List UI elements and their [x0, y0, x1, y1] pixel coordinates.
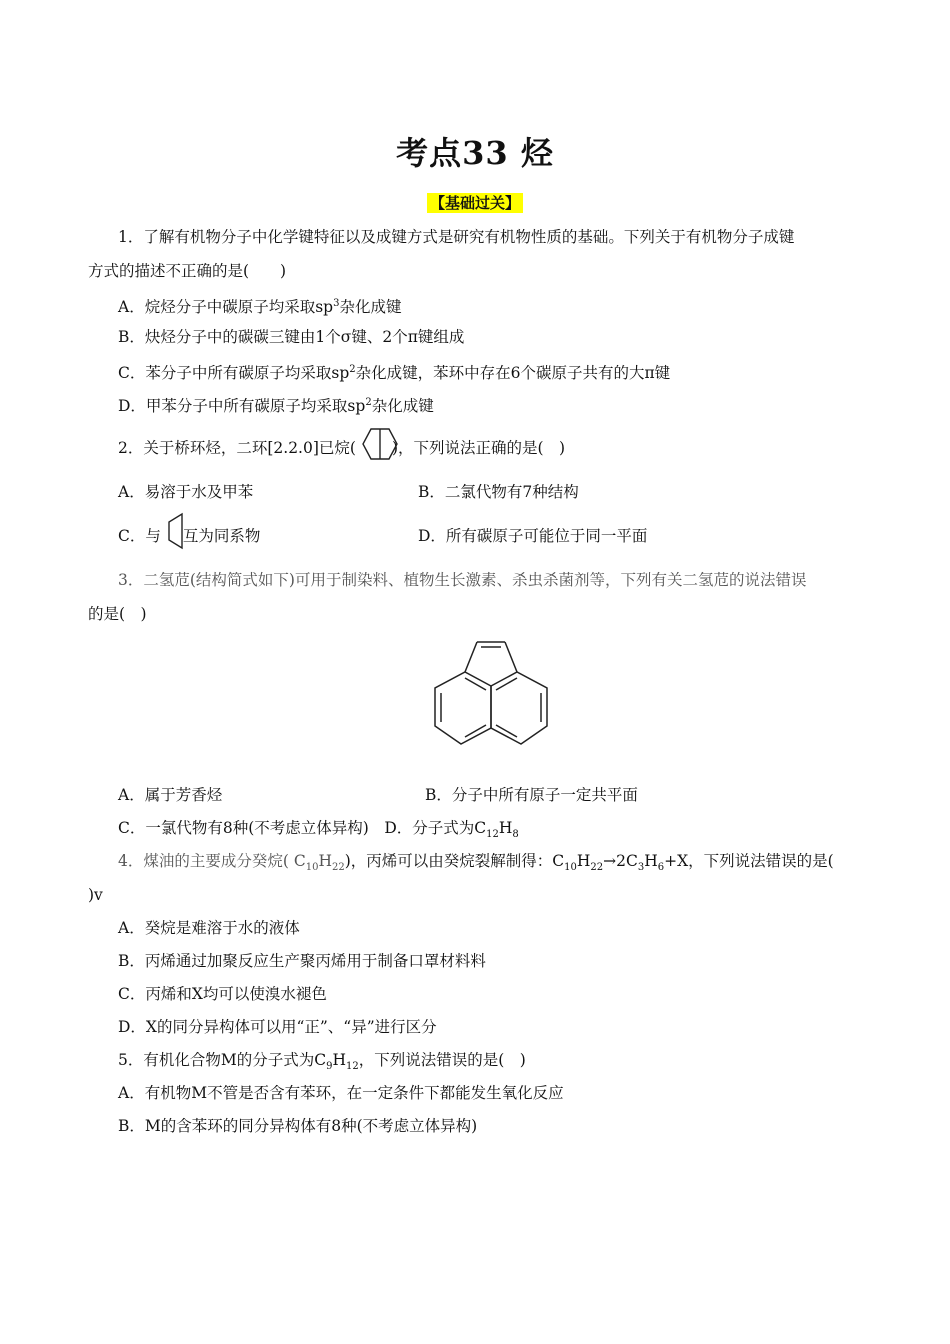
section-heading	[0, 192, 950, 213]
q3-stem-line2: 的是( )	[88, 605, 147, 623]
section-label: 【基础过关】	[427, 193, 523, 213]
q4-stem-line1: 4．煤油的主要成分癸烷( $C_{10}H_{22}$)，丙烯可以由癸烷裂解制得：$C_{10}H_{22}\to 2C_3H_6+X$，下列说法错误的是(	[118, 852, 834, 874]
page-title: 考点33 烃	[396, 134, 554, 172]
q3-option-c-d: C．一氯代物有8种(不考虑立体异构) D．分子式为$C_{12}H_8$	[118, 819, 519, 841]
q1-stem-line2: 方式的描述不正确的是( )	[88, 262, 287, 280]
bicyclohexane-structure	[360, 426, 400, 462]
q1-stem-line1: 1．了解有机物分子中化学键特征以及成键方式是研究有机物性质的基础。下列关于有机物分子成键	[118, 228, 795, 246]
q5-option-b: B．M的含苯环的同分异构体有8种(不考虑立体异构)	[118, 1117, 478, 1135]
q4-option-c: C．丙烯和X均可以使溴水褪色	[118, 985, 327, 1003]
acenaphthylene-structure	[425, 636, 560, 754]
q1-option-c: C．苯分子中所有碳原子均采取$sp^2$杂化成键，苯环中存在6个碳原子共有的大π键	[118, 364, 671, 383]
q2-option-d: D．所有碳原子可能位于同一平面	[418, 527, 648, 545]
q4-option-b: B．丙烯通过加聚反应生产聚丙烯用于制备口罩材料料	[118, 952, 486, 970]
q2-stem: 2．关于桥环烃，二环[2.2.0]已烷( )，下列说法正确的是( )	[118, 439, 566, 457]
q2-option-c: C．与 互为同系物	[118, 527, 261, 545]
q3-option-a: A．属于芳香烃	[118, 786, 223, 804]
cyclobutane-structure	[164, 512, 188, 550]
q5-stem: 5．有机化合物M的分子式为$C_9H_{12}$，下列说法错误的是( )	[118, 1051, 526, 1073]
q3-stem-line1: 3．二氢苊(结构简式如下)可用于制染料、植物生长激素、杀虫杀菌剂等，下列有关二氢苊的说法错误	[118, 571, 807, 589]
q1-option-a: A．烷烃分子中碳原子均采取$sp^3$杂化成键	[118, 298, 402, 317]
q2-option-b: B．二氯代物有7种结构	[418, 483, 579, 501]
q1-option-b: B．炔烃分子中的碳碳三键由1个σ键、2个π键组成	[118, 328, 465, 346]
q4-option-d: D．X的同分异构体可以用“正”、“异”进行区分	[118, 1018, 437, 1036]
q3-option-b: B．分子中所有原子一定共平面	[425, 786, 638, 804]
q4-stem-line2: )v	[88, 886, 103, 904]
q5-option-a: A．有机物M不管是否含有苯环，在一定条件下都能发生氧化反应	[118, 1084, 564, 1102]
q1-option-d: D．甲苯分子中所有碳原子均采取$sp^2$杂化成键	[118, 397, 434, 416]
q2-option-a: A．易溶于水及甲苯	[118, 483, 254, 501]
q4-option-a: A．癸烷是难溶于水的液体	[118, 919, 300, 937]
